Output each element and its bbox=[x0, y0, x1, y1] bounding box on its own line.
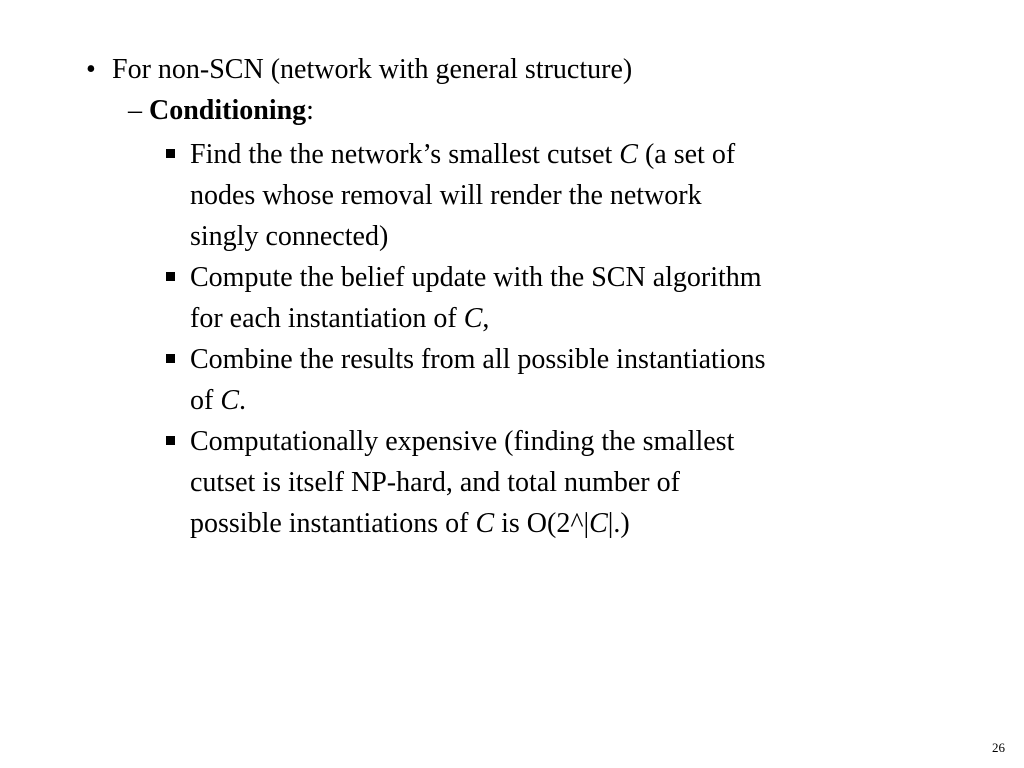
text-run: possible instantiations of bbox=[190, 508, 476, 539]
sub-bullet-item bbox=[160, 421, 920, 544]
text-run: nodes whose removal will render the network bbox=[190, 180, 702, 211]
text-run: Combine the results from all possible instantiations bbox=[190, 344, 766, 375]
italic-variable: C bbox=[475, 508, 495, 539]
sub-bullet-item bbox=[160, 134, 920, 257]
text-run: of bbox=[190, 385, 221, 416]
text-run: , bbox=[482, 303, 490, 334]
text-line bbox=[190, 134, 920, 175]
square-bullet-icon bbox=[166, 436, 175, 445]
text-run: singly connected) bbox=[190, 221, 389, 252]
text-line bbox=[190, 216, 920, 257]
sub-bullet-item bbox=[160, 257, 920, 339]
page-number: 26 bbox=[992, 740, 1005, 755]
text-run: for each instantiation of bbox=[190, 303, 464, 334]
text-run: (a set of bbox=[637, 139, 736, 170]
text-line bbox=[190, 339, 920, 380]
italic-variable: C bbox=[463, 303, 483, 334]
square-bullet-icon bbox=[166, 354, 175, 363]
level2-dash-item bbox=[128, 93, 314, 129]
text-line bbox=[190, 257, 920, 298]
dash-bullet-icon: – bbox=[128, 95, 142, 126]
level1-text: For non-SCN (network with general structure) bbox=[112, 54, 633, 85]
text-line bbox=[190, 380, 920, 421]
italic-variable: C bbox=[619, 139, 638, 170]
italic-variable: C bbox=[220, 385, 240, 416]
text-line bbox=[190, 462, 920, 503]
square-bullet-icon bbox=[166, 272, 175, 281]
text-run: Compute the belief update with the SCN algorithm bbox=[190, 262, 762, 293]
text-run: . bbox=[239, 385, 247, 416]
conditioning-colon: : bbox=[306, 95, 314, 126]
text-run: cutset is itself NP-hard, and total number of bbox=[190, 467, 680, 498]
text-run: Computationally expensive (finding the smallest bbox=[190, 426, 735, 457]
square-bullet-icon bbox=[166, 149, 175, 158]
text-line bbox=[190, 503, 920, 544]
text-run: Find the the network’s smallest cutset bbox=[190, 139, 620, 170]
italic-variable: C bbox=[589, 508, 608, 539]
text-run: is O(2^| bbox=[494, 508, 590, 539]
conditioning-label: Conditioning bbox=[149, 95, 307, 126]
text-run: |.) bbox=[607, 508, 630, 539]
text-line bbox=[190, 175, 920, 216]
text-line bbox=[190, 298, 920, 339]
round-bullet-icon: • bbox=[86, 54, 96, 85]
sub-bullet-list bbox=[160, 134, 920, 544]
text-line bbox=[190, 421, 920, 462]
sub-bullet-item bbox=[160, 339, 920, 421]
